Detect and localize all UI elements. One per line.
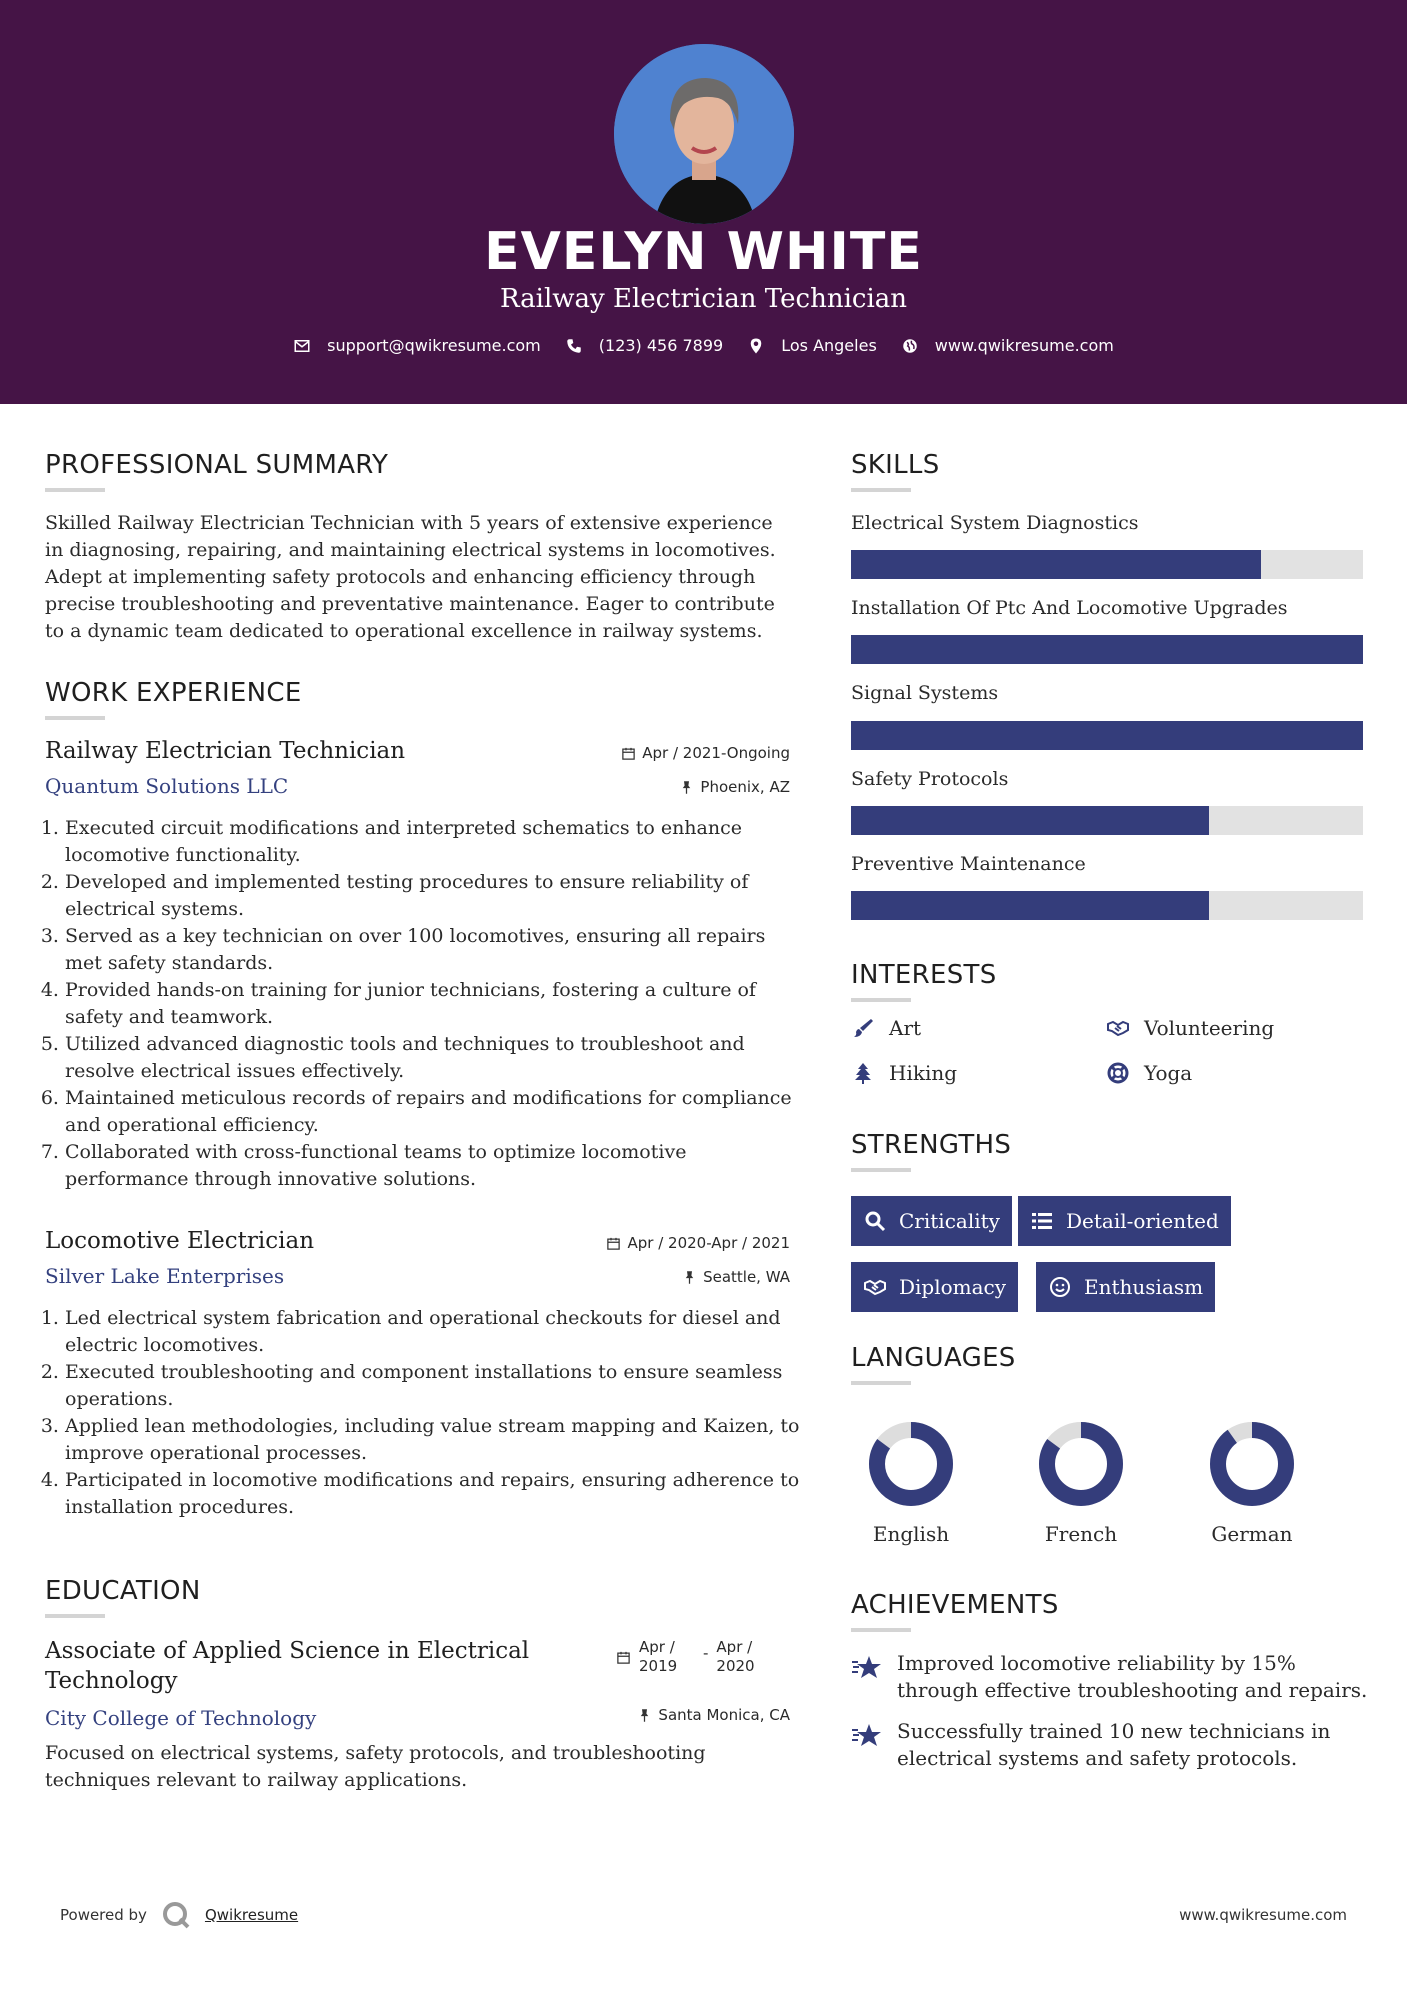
qwikresume-logo-icon	[161, 1900, 191, 1930]
strength-criticality-label: Criticality	[899, 1209, 1000, 1233]
candidate-title: Railway Electrician Technician	[499, 284, 908, 314]
education-date-start: Apr / 2019	[639, 1638, 678, 1675]
strength-diplomacy	[851, 1262, 1018, 1312]
job-1-dates-text: Apr / 2021-Ongoing	[642, 744, 790, 762]
smile-icon	[1048, 1275, 1072, 1299]
skill-2-bar-fill	[851, 635, 1363, 664]
language-donut-fill	[1218, 1430, 1286, 1498]
languages-rule	[851, 1381, 911, 1385]
contact-phone-text: (123) 456 7899	[598, 336, 724, 355]
skill-2-bar	[851, 635, 1363, 664]
education-date-end: Apr / 2020	[716, 1638, 755, 1675]
job-2-location	[560, 1268, 790, 1286]
strengths-rule	[851, 1168, 911, 1172]
candidate-name: EVELYN WHITE	[484, 222, 923, 282]
list-item: 6. Maintained meticulous records of repairs and modifications for compliance and operational efficiency.	[65, 1085, 805, 1139]
skill-3-label: Signal Systems	[851, 682, 999, 704]
footer-url[interactable]: www.qwikresume.com	[1179, 1906, 1347, 1924]
strength-detail-oriented-label: Detail-oriented	[1066, 1209, 1219, 1233]
search-icon	[863, 1209, 887, 1233]
lifebuoy-icon	[1106, 1061, 1130, 1085]
skills-heading: SKILLS	[851, 450, 940, 480]
pushpin-icon	[682, 1270, 697, 1285]
job-1-dates	[560, 744, 790, 762]
education-text: Focused on electrical systems, safety protocols, and troubleshooting techniques relevant to railway applications.	[45, 1742, 706, 1791]
envelope-icon	[293, 337, 311, 355]
job-1-items	[45, 815, 805, 1193]
achievement-1-text: Improved locomotive reliability by 15% through effective troubleshooting and repairs.	[897, 1651, 1368, 1702]
achievements-heading: ACHIEVEMENTS	[851, 1590, 1059, 1620]
strengths-heading: STRENGTHS	[851, 1130, 1012, 1160]
profile-photo	[614, 44, 794, 224]
contact-location	[747, 336, 877, 355]
list-icon	[1030, 1209, 1054, 1233]
achievement-2-text: Successfully trained 10 new technicians in electrical systems and safety protocols.	[897, 1719, 1331, 1770]
list-item: 7. Collaborated with cross-functional teams to optimize locomotive performance through innovative solutions.	[65, 1139, 805, 1193]
job-2-items	[45, 1305, 815, 1521]
experience-rule	[45, 716, 105, 720]
interest-art	[851, 1016, 921, 1040]
interest-hiking-label: Hiking	[889, 1061, 958, 1085]
strength-detail-oriented	[1018, 1196, 1231, 1246]
phone-icon	[565, 337, 583, 355]
contact-location-text: Los Angeles	[781, 336, 877, 355]
footer-brand-link[interactable]: Qwikresume	[204, 1906, 299, 1924]
pushpin-icon	[637, 1708, 652, 1723]
list-item: 2. Developed and implemented testing procedures to ensure reliability of electrical systems.	[65, 869, 805, 923]
education-degree: Associate of Applied Science in Electrical Technology	[45, 1638, 530, 1694]
strength-diplomacy-label: Diplomacy	[899, 1275, 1007, 1299]
skill-1-bar	[851, 550, 1363, 579]
contact-bar	[0, 336, 1407, 355]
skill-1-label: Electrical System Diagnostics	[851, 512, 1139, 534]
handshake-icon	[1106, 1016, 1130, 1040]
interest-volunteering-label: Volunteering	[1144, 1016, 1275, 1040]
job-1-company[interactable]: Quantum Solutions LLC	[45, 774, 289, 798]
list-item: 4. Provided hands-on training for junior technicians, fostering a culture of safety and teamwork.	[65, 977, 805, 1031]
summary-text: Skilled Railway Electrician Technician with 5 years of extensive experience in diagnosing, repairing, and maintaining electrical systems in locomotives. Adept at implementing safety protocols and enhancing efficiency through precise troubleshooting and preventative maintenance. Eager to contribute to a dynamic team dedicated to operational excellence in railway systems.	[45, 512, 776, 642]
interest-yoga	[1106, 1061, 1192, 1085]
interests-rule	[851, 998, 911, 1002]
list-item: 3. Applied lean methodologies, including value stream mapping and Kaizen, to improve operational processes.	[65, 1413, 815, 1467]
map-pin-icon	[747, 337, 765, 355]
job-2-dates	[530, 1234, 790, 1252]
globe-icon	[901, 337, 919, 355]
language-german-label: German	[1211, 1522, 1293, 1546]
summary-rule	[45, 488, 105, 492]
education-date-sep: -	[703, 1644, 709, 1662]
calendar-icon	[606, 1236, 621, 1251]
calendar-icon	[616, 1650, 631, 1665]
achievements-rule	[851, 1628, 911, 1632]
summary-heading: PROFESSIONAL SUMMARY	[45, 450, 389, 480]
skill-4-label: Safety Protocols	[851, 768, 1009, 790]
skill-5-label: Preventive Maintenance	[851, 853, 1086, 875]
list-item: 3. Served as a key technician on over 100 locomotives, ensuring all repairs met safety standards.	[65, 923, 805, 977]
contact-website[interactable]	[901, 336, 1114, 355]
language-donuts	[851, 1414, 1371, 1514]
skill-1-bar-fill	[851, 550, 1261, 579]
resume-header	[0, 0, 1407, 404]
skill-5-bar	[851, 891, 1363, 920]
job-2-dates-text: Apr / 2020-Apr / 2021	[627, 1234, 790, 1252]
job-2-company[interactable]: Silver Lake Enterprises	[45, 1264, 285, 1288]
interest-art-label: Art	[889, 1016, 922, 1040]
job-2-role: Locomotive Electrician	[45, 1228, 315, 1254]
footer-powered-label: Powered by	[60, 1906, 147, 1924]
strength-enthusiasm	[1036, 1262, 1215, 1312]
contact-website-text: www.qwikresume.com	[934, 336, 1114, 355]
skill-3-bar-fill	[851, 721, 1363, 750]
interest-yoga-label: Yoga	[1144, 1061, 1193, 1085]
education-location	[560, 1706, 790, 1724]
person-portrait-icon	[614, 44, 794, 224]
skill-3-bar	[851, 721, 1363, 750]
job-2-location-text: Seattle, WA	[703, 1268, 790, 1286]
pushpin-icon	[679, 780, 694, 795]
education-location-text: Santa Monica, CA	[658, 1706, 790, 1724]
education-rule	[45, 1614, 105, 1618]
achievement-2	[851, 1718, 1371, 1772]
language-french-label: French	[1044, 1522, 1118, 1546]
education-school[interactable]: City College of Technology	[45, 1706, 317, 1730]
footer-powered-by	[60, 1900, 298, 1930]
language-english-label: English	[872, 1522, 950, 1546]
donut-group	[877, 1430, 1286, 1498]
contact-email-text: support@qwikresume.com	[327, 336, 541, 355]
languages-heading: LANGUAGES	[851, 1343, 1016, 1373]
job-1-location-text: Phoenix, AZ	[700, 778, 790, 796]
contact-phone[interactable]	[565, 336, 723, 355]
skill-5-bar-fill	[851, 891, 1209, 920]
skills-rule	[851, 488, 911, 492]
strength-enthusiasm-label: Enthusiasm	[1084, 1275, 1204, 1299]
job-1-role: Railway Electrician Technician	[45, 738, 406, 764]
education-heading: EDUCATION	[45, 1576, 201, 1606]
experience-heading: WORK EXPERIENCE	[45, 678, 302, 708]
education-dates	[616, 1638, 772, 1676]
calendar-icon	[621, 746, 636, 761]
achievement-1	[851, 1650, 1371, 1704]
tree-icon	[851, 1061, 875, 1085]
list-item: 2. Executed troubleshooting and component installations to ensure seamless operations.	[65, 1359, 815, 1413]
list-item: 1. Executed circuit modifications and interpreted schematics to enhance locomotive functionality.	[65, 815, 805, 869]
list-item: 4. Participated in locomotive modifications and repairs, ensuring adherence to installation procedures.	[65, 1467, 815, 1521]
star-icon	[851, 1720, 883, 1752]
strength-criticality	[851, 1196, 1012, 1246]
skill-4-bar	[851, 806, 1363, 835]
list-item: 1. Led electrical system fabrication and operational checkouts for diesel and electric locomotives.	[65, 1305, 815, 1359]
interest-hiking	[851, 1061, 957, 1085]
paintbrush-icon	[851, 1016, 875, 1040]
contact-email[interactable]	[293, 336, 541, 355]
interests-heading: INTERESTS	[851, 960, 997, 990]
skill-2-label: Installation Of Ptc And Locomotive Upgrades	[851, 597, 1288, 619]
job-1-location	[560, 778, 790, 796]
handshake-icon	[863, 1275, 887, 1299]
skill-4-bar-fill	[851, 806, 1209, 835]
interest-volunteering	[1106, 1016, 1274, 1040]
star-icon	[851, 1652, 883, 1684]
list-item: 5. Utilized advanced diagnostic tools and techniques to troubleshoot and resolve electrical issues effectively.	[65, 1031, 805, 1085]
